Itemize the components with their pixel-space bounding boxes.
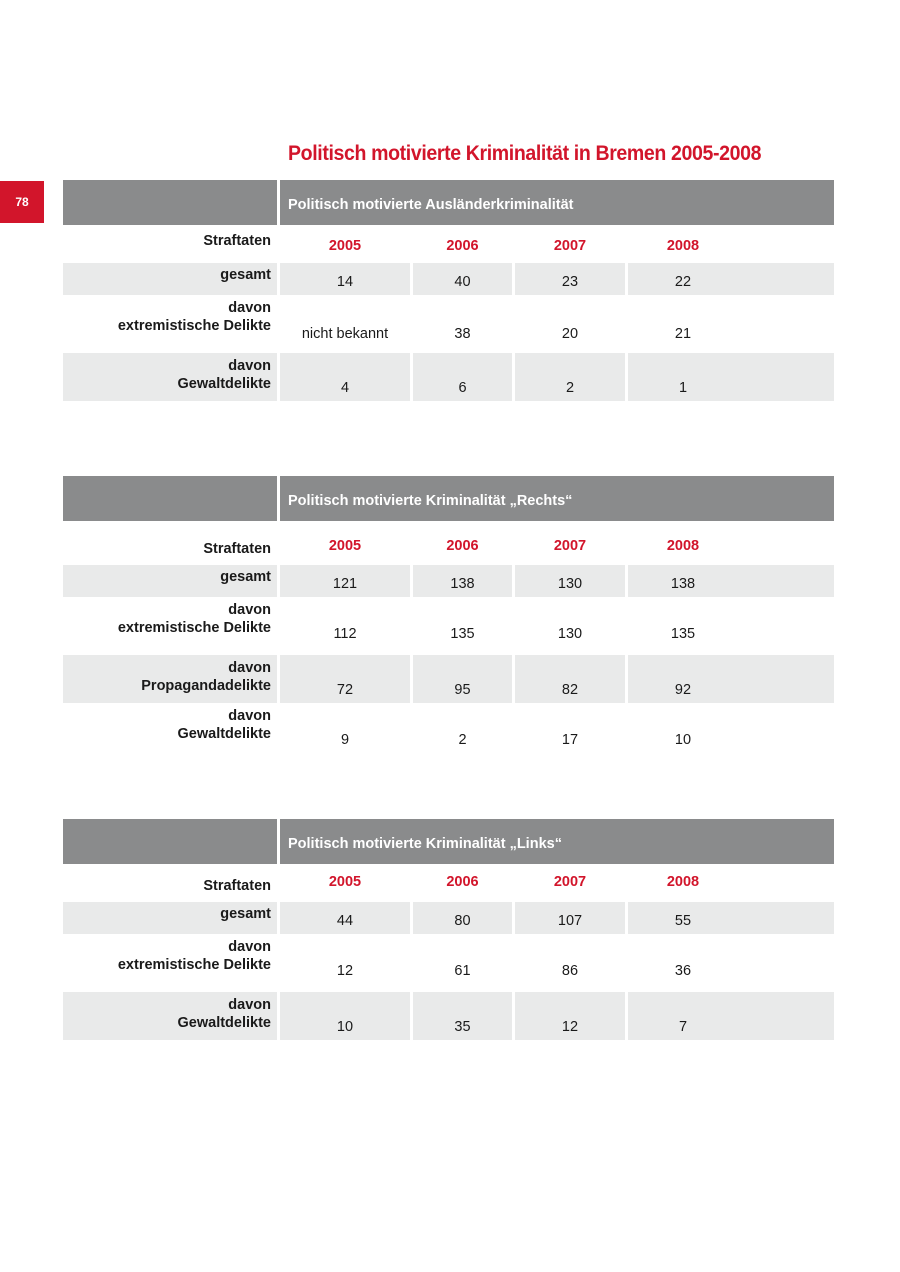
table-caption: Politisch motivierte Ausländerkriminalität [280, 180, 834, 225]
value-cell-2005: 4 [280, 353, 410, 401]
row-label-line2: Gewaltdelikte [177, 376, 271, 392]
row-label [63, 655, 277, 703]
value-cell-2005: 12 [336, 963, 354, 979]
row-header-label: Straftaten [203, 541, 271, 557]
year-header-2005: 2005 [328, 874, 362, 890]
table-row [63, 934, 834, 992]
table-caption: Politisch motivierte Kriminalität „Links“ [280, 819, 834, 864]
value-cell-2007: 23 [515, 263, 625, 295]
year-header-2007: 2007 [553, 238, 587, 254]
value-cell-2007: 86 [561, 963, 579, 979]
table-row [63, 597, 834, 655]
page-number: 78 [15, 195, 29, 209]
statistics-table [63, 819, 834, 1040]
value-cell-2008: 55 [628, 902, 738, 934]
value-cell-2006: 61 [454, 963, 471, 979]
value-cell-2007: 12 [515, 992, 625, 1040]
value-cell-2008: 1 [628, 353, 738, 401]
row-label [63, 565, 277, 597]
value-cell-2005: 44 [280, 902, 410, 934]
value-cell-2005: 14 [280, 263, 410, 295]
year-header-row [63, 521, 834, 565]
table-row [63, 703, 834, 761]
value-cell-2005: 9 [340, 732, 350, 748]
value-cell-2007: 130 [515, 565, 625, 597]
table-header [63, 819, 834, 864]
value-cell-2005: 10 [280, 992, 410, 1040]
row-label-line1: davon [228, 939, 271, 955]
row-label-line2: gesamt [220, 569, 271, 585]
year-header-2007: 2007 [553, 874, 587, 890]
row-label-line1: davon [228, 660, 271, 676]
value-cell-2006: 95 [413, 655, 512, 703]
value-cell-2008: 10 [674, 732, 692, 748]
table-row [63, 565, 834, 597]
year-header-row [63, 864, 834, 902]
header-blank [63, 819, 277, 864]
value-cell-2006: 135 [450, 626, 475, 642]
row-label-line1: davon [228, 997, 271, 1013]
row-header-label: Straftaten [203, 878, 271, 894]
table-row [63, 655, 834, 703]
row-label-line1: davon [228, 358, 271, 374]
row-label-line1: davon [228, 602, 271, 618]
header-blank [63, 180, 277, 225]
value-cell-2006: 40 [413, 263, 512, 295]
value-cell-2008: 22 [628, 263, 738, 295]
row-label-line2: gesamt [220, 906, 271, 922]
year-header-2006: 2006 [446, 874, 479, 890]
row-label [63, 263, 277, 295]
value-cell-2008: 138 [628, 565, 738, 597]
row-label [63, 992, 277, 1040]
header-blank [63, 476, 277, 521]
value-cell-2007: 82 [515, 655, 625, 703]
value-cell-2006: 138 [413, 565, 512, 597]
value-cell-2008: 36 [674, 963, 692, 979]
year-header-2006: 2006 [446, 238, 479, 254]
row-label-line2: extremistische Delikte [117, 957, 271, 973]
table-row [63, 992, 834, 1040]
value-cell-2008: 21 [674, 326, 692, 342]
row-label-line2: Gewaltdelikte [177, 1015, 271, 1031]
value-cell-2006: 80 [413, 902, 512, 934]
value-cell-2008: 92 [628, 655, 738, 703]
value-cell-2006: 6 [413, 353, 512, 401]
year-header-2008: 2008 [666, 874, 700, 890]
year-header-2005: 2005 [328, 538, 362, 554]
row-label [63, 295, 277, 353]
value-cell-2007: 20 [561, 326, 579, 342]
value-cell-2006: 35 [413, 992, 512, 1040]
value-cell-2006: 38 [454, 326, 471, 342]
table-row [63, 263, 834, 295]
year-header-2007: 2007 [553, 538, 587, 554]
value-cell-2005: 72 [280, 655, 410, 703]
row-label [63, 902, 277, 934]
row-label [63, 934, 277, 992]
row-label-line2: Propagandadelikte [141, 678, 271, 694]
row-header-label: Straftaten [203, 233, 271, 249]
year-header-2006: 2006 [446, 538, 479, 554]
page-number-tab [0, 181, 44, 223]
table-header [63, 180, 834, 225]
year-header-row [63, 225, 834, 263]
value-cell-2005: 121 [280, 565, 410, 597]
row-label-line2: extremistische Delikte [117, 318, 271, 334]
value-cell-2007: 130 [557, 626, 583, 642]
value-cell-2007: 2 [515, 353, 625, 401]
table-row [63, 295, 834, 353]
row-label-line2: gesamt [220, 267, 271, 283]
table-row [63, 353, 834, 401]
value-cell-2005: nicht bekannt [301, 326, 389, 342]
row-label [63, 597, 277, 655]
value-cell-2006: 2 [458, 732, 467, 748]
row-label-line2: Gewaltdelikte [177, 726, 271, 742]
value-cell-2008: 135 [670, 626, 696, 642]
row-label-line2: extremistische Delikte [117, 620, 271, 636]
row-label [63, 353, 277, 401]
row-label [63, 703, 277, 761]
year-header-2005: 2005 [328, 238, 362, 254]
value-cell-2007: 17 [561, 732, 579, 748]
year-header-2008: 2008 [666, 538, 700, 554]
page-title: Politisch motivierte Kriminalität in Bremen 2005-2008 [288, 142, 762, 165]
table-row [63, 902, 834, 934]
value-cell-2008: 7 [628, 992, 738, 1040]
value-cell-2007: 107 [515, 902, 625, 934]
value-cell-2005: 112 [333, 626, 357, 642]
year-header-2008: 2008 [666, 238, 700, 254]
row-label-line1: davon [228, 300, 271, 316]
table-header [63, 476, 834, 521]
statistics-table [63, 476, 834, 761]
statistics-table [63, 180, 834, 401]
table-caption: Politisch motivierte Kriminalität „Rechts“ [280, 476, 834, 521]
row-label-line1: davon [228, 708, 271, 724]
